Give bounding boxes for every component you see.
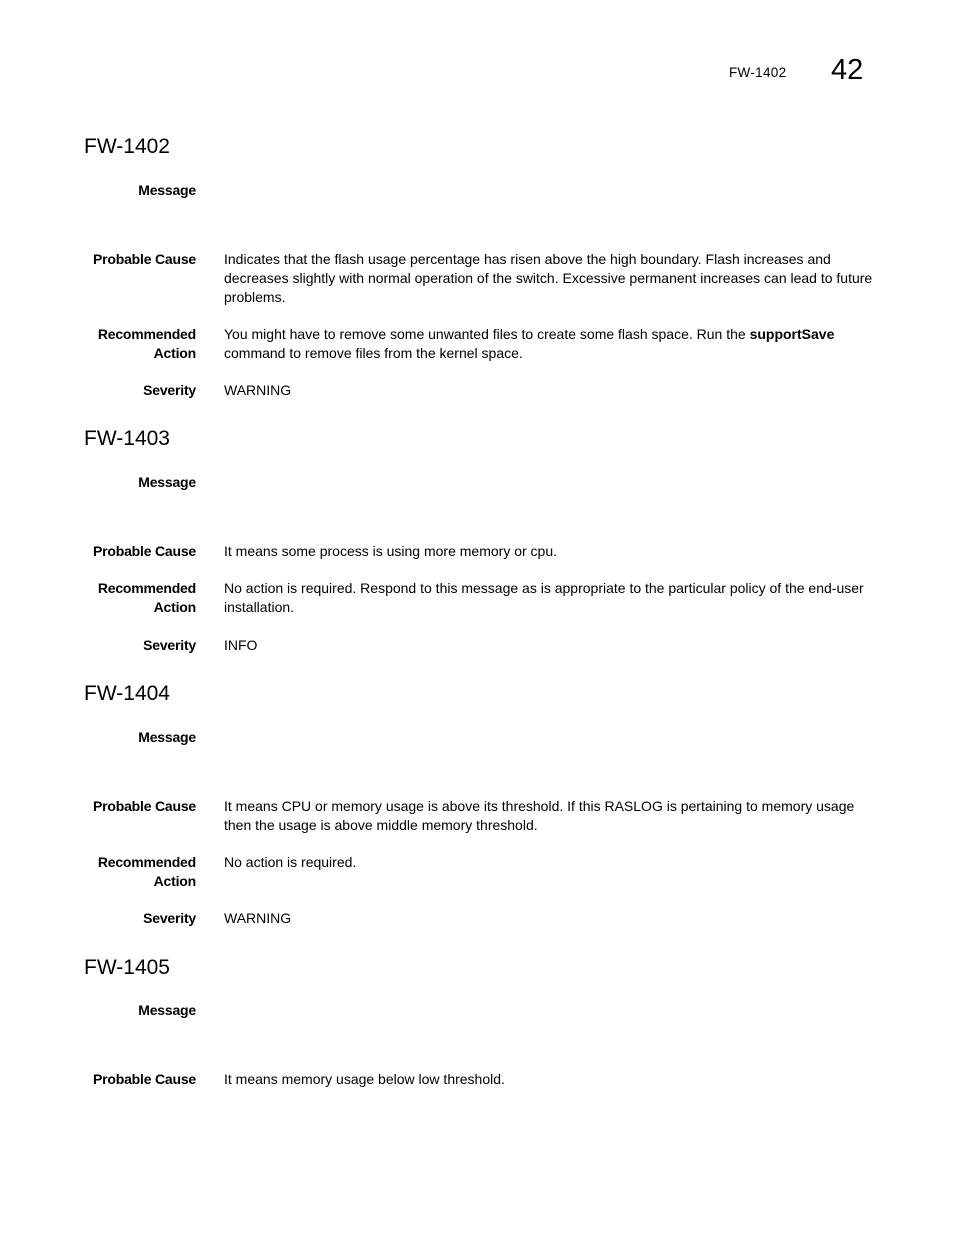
recommended-action-label [66, 579, 196, 617]
severity-label: Severity [143, 637, 196, 653]
entry-title: FW-1404 [84, 682, 170, 705]
label-line-1: Recommended [97, 580, 196, 596]
message-label: Message [138, 474, 196, 490]
recommended-action-label [66, 853, 196, 891]
label-line-2: Action [153, 599, 196, 615]
probable-cause-label: Probable Cause [92, 798, 196, 814]
probable-cause-text: It means memory usage below low threshold. [224, 1071, 505, 1087]
probable-cause-label: Probable Cause [92, 1071, 196, 1087]
entry-title: FW-1405 [84, 956, 170, 979]
label-line-1: Recommended [97, 326, 196, 342]
probable-cause-text: Indicates that the flash usage percentage has risen above the high boundary. Flash increases and decreases slightly with normal operation of the switch. Excessive permanent increases can lead to future problems. [224, 251, 873, 305]
recommended-action-text: No action is required. Respond to this message as is appropriate to the particular policy of the end-user installation. [224, 580, 864, 615]
entry-title: FW-1403 [84, 427, 170, 450]
action-text-post: command to remove files from the kernel space. [224, 345, 523, 361]
probable-cause-text: It means some process is using more memory or cpu. [224, 543, 558, 559]
message-label: Message [138, 1002, 196, 1018]
severity-value: WARNING [224, 910, 292, 926]
recommended-action-text [224, 325, 874, 363]
header-topic: FW-1402 [729, 65, 787, 80]
entry-title: FW-1402 [84, 135, 170, 158]
label-line-2: Action [153, 345, 196, 361]
message-label: Message [138, 729, 196, 745]
command-name: supportSave [749, 326, 835, 342]
action-text-pre: You might have to remove some unwanted files to create some flash space. Run the [224, 326, 750, 342]
severity-value: WARNING [224, 382, 292, 398]
severity-label: Severity [143, 382, 196, 398]
severity-label: Severity [143, 910, 196, 926]
label-line-1: Recommended [97, 854, 196, 870]
label-line-2: Action [153, 873, 196, 889]
probable-cause-label: Probable Cause [92, 251, 196, 267]
recommended-action-text: No action is required. [224, 854, 357, 870]
recommended-action-label [66, 325, 196, 363]
chapter-number: 42 [831, 54, 864, 86]
message-label: Message [138, 182, 196, 198]
probable-cause-label: Probable Cause [92, 543, 196, 559]
probable-cause-text: It means CPU or memory usage is above its threshold. If this RASLOG is pertaining to memory usage then the usage is above middle memory threshold. [224, 798, 855, 833]
severity-value: INFO [224, 637, 258, 653]
